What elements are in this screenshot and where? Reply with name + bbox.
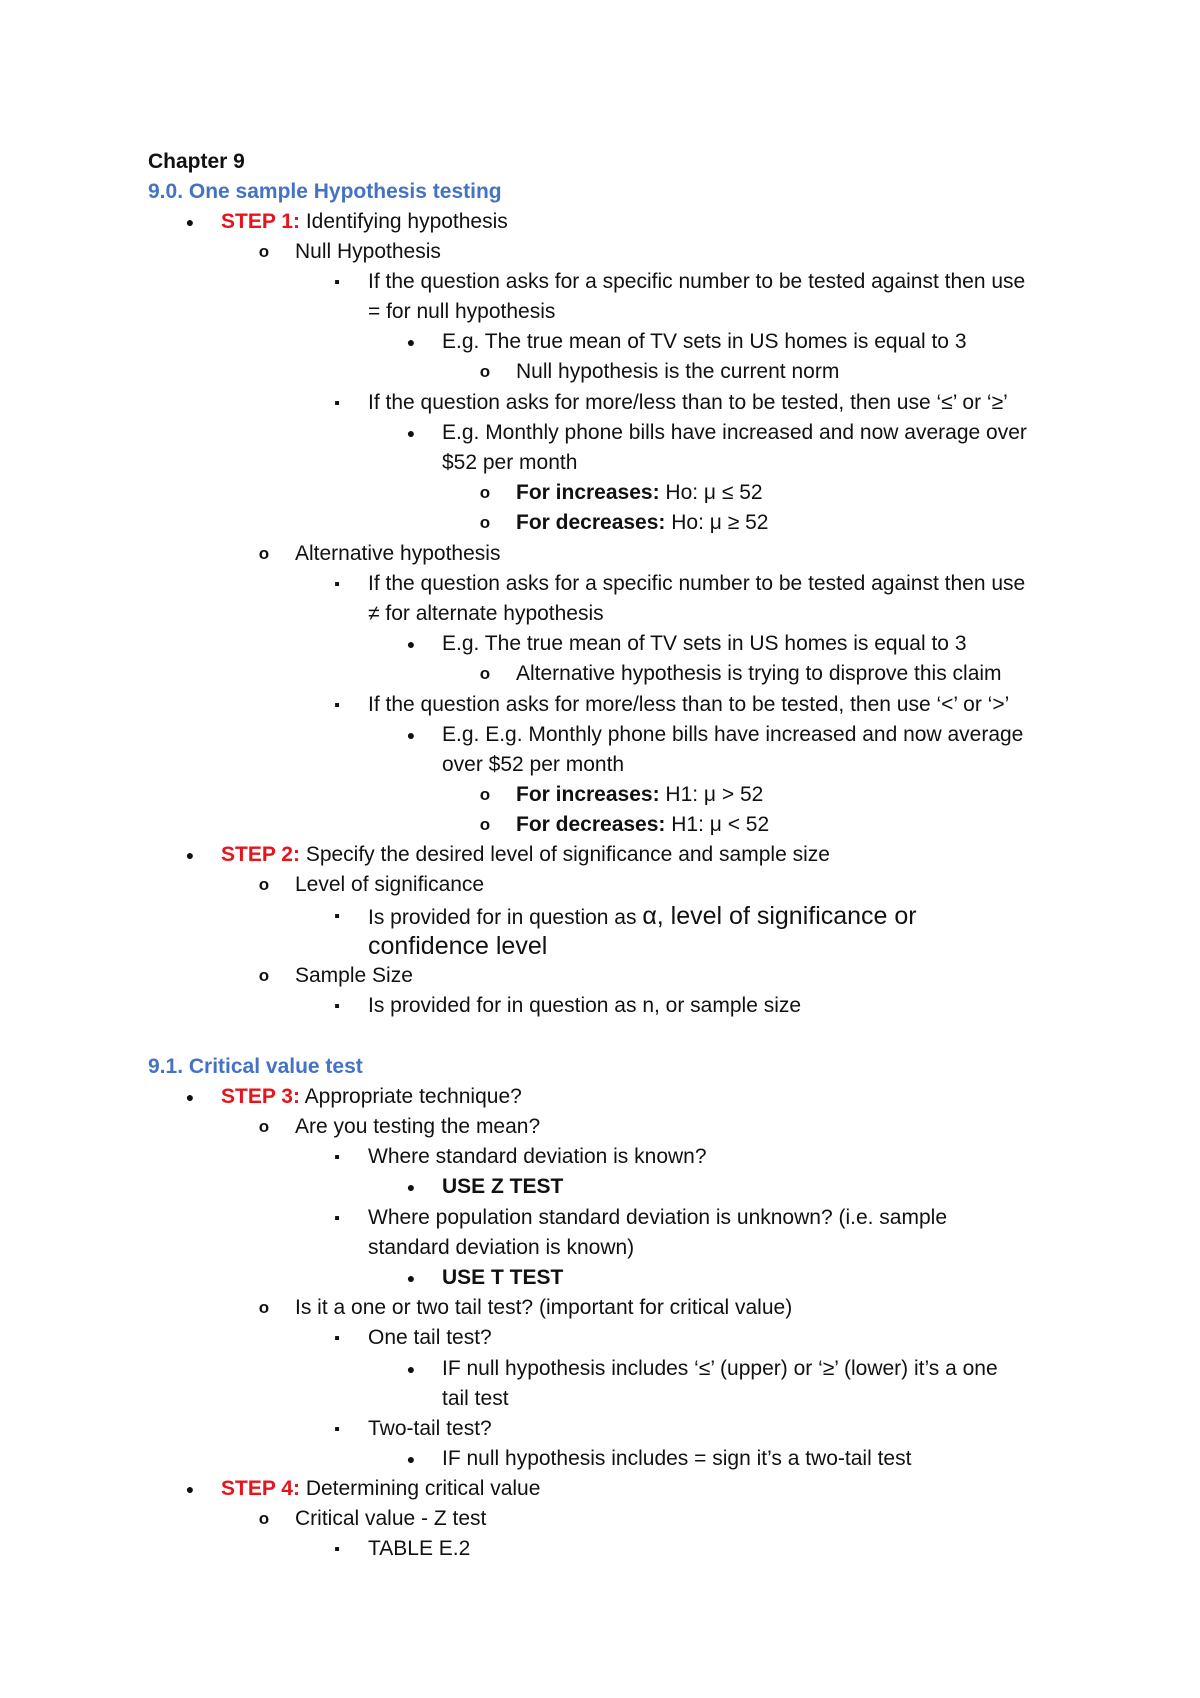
bullet-disc-icon [400, 327, 422, 357]
step-text: Determining critical value [299, 1477, 541, 1500]
bullet-circle-icon [474, 357, 496, 387]
bullet-disc-icon [179, 840, 201, 870]
step-label: STEP 1: [221, 210, 300, 233]
step-label: STEP 2: [221, 843, 300, 866]
document-page: Chapter 9 9.0. One sample Hypothesis testing ● STEP 1: Identifying hypothesis o Null Hypothesis ▪ If the question asks for a specific number to be tested against then use = for null hypothesis ● E.g. The true mean of TV sets in US homes is equal to 3 o Null hypothesis is the current norm ▪ If the question asks for more/less than to be tested, then use ‘≤’ or ‘≥’ ● E.g. Monthly phone bills have increased and now average over $52 per month o For increases: Ho: μ ≤ 52 o For decreases: Ho: μ ≥ 52 o Alternative hypothesis ▪ If the question asks for a specific number to be tested against then use ≠ for alternate hypothesis ● E.g. The true mean of TV sets in US homes is equal to 3 o Alternative hypothesis is trying to disprove this claim ▪ If the question asks for more/less than to be tested, then use ‘<’ or ‘>’ ● E.g. E.g. Monthly phone bills have increased and now average over $52 per month o For increases: H1: μ > 52 o For decreases: H1: μ < 52 ● STEP 2: Specify the desired level of significance and sample size o Level of significance ▪ Is provided for in question as α, level of significance or confidence level o Sample Size ▪ Is provided for in question as n, or sample size 9.1. Critical value test ● STEP 3: Appropriate technique? o Are you testing the mean? ▪ Where standard deviation is known? ● USE Z TEST ▪ Where population standard deviation is unknown? (i.e. sample standard deviation is known) ● USE T TEST o Is it a one or two tail test? (important for critical value) ▪ One tail test? ● IF null hypothesis includes ‘≤’ (upper) or ‘≥’ (lower) it’s a one tail test ▪ Two-tail test? ● IF null hypothesis includes = sign it’s a two-tail test ● STEP 4: Determining critical value o Critical value - Z test ▪ TABLE E.2 [0, 0, 1200, 1698]
bullet-circle-icon [253, 1293, 275, 1323]
bullet-circle-icon [474, 508, 496, 538]
bullet-circle-icon [474, 810, 496, 840]
bullet-square-icon [326, 1534, 348, 1565]
bullet-square-icon [326, 1323, 348, 1354]
bullet-square-icon [326, 1414, 348, 1445]
step-label: STEP 4: [221, 1477, 300, 1500]
step-text: Appropriate technique? [299, 1085, 522, 1108]
bullet-disc-icon [179, 1474, 201, 1504]
bullet-disc-icon [400, 1172, 422, 1202]
bullet-disc-icon [400, 1354, 422, 1384]
bullet-circle-icon [253, 1112, 275, 1142]
bullet-circle-icon [474, 478, 496, 508]
step-label: STEP 3: [221, 1085, 300, 1108]
bullet-circle-icon [253, 1504, 275, 1534]
bullet-disc-icon [179, 1082, 201, 1112]
bullet-square-icon [326, 901, 348, 932]
bullet-circle-icon [253, 961, 275, 991]
bullet-circle-icon [253, 539, 275, 569]
bullet-circle-icon [253, 237, 275, 267]
bullet-disc-icon [400, 418, 422, 448]
bullet-square-icon [326, 690, 348, 721]
bullet-square-icon [326, 267, 348, 298]
bullet-circle-icon [474, 780, 496, 810]
step-text: Specify the desired level of significance and sample size [299, 843, 830, 866]
bullet-square-icon [326, 1142, 348, 1173]
bullet-square-icon [326, 388, 348, 419]
bullet-disc-icon [400, 629, 422, 659]
bullet-circle-icon [253, 870, 275, 900]
step-text: Identifying hypothesis [299, 210, 508, 233]
bullet-square-icon [326, 569, 348, 600]
bullet-disc-icon [400, 720, 422, 750]
bullet-circle-icon [474, 659, 496, 689]
bullet-square-icon [326, 991, 348, 1022]
bullet-disc-icon [179, 207, 201, 237]
bullet-square-icon [326, 1203, 348, 1234]
bullet-disc-icon [400, 1444, 422, 1474]
bullet-disc-icon [400, 1263, 422, 1293]
